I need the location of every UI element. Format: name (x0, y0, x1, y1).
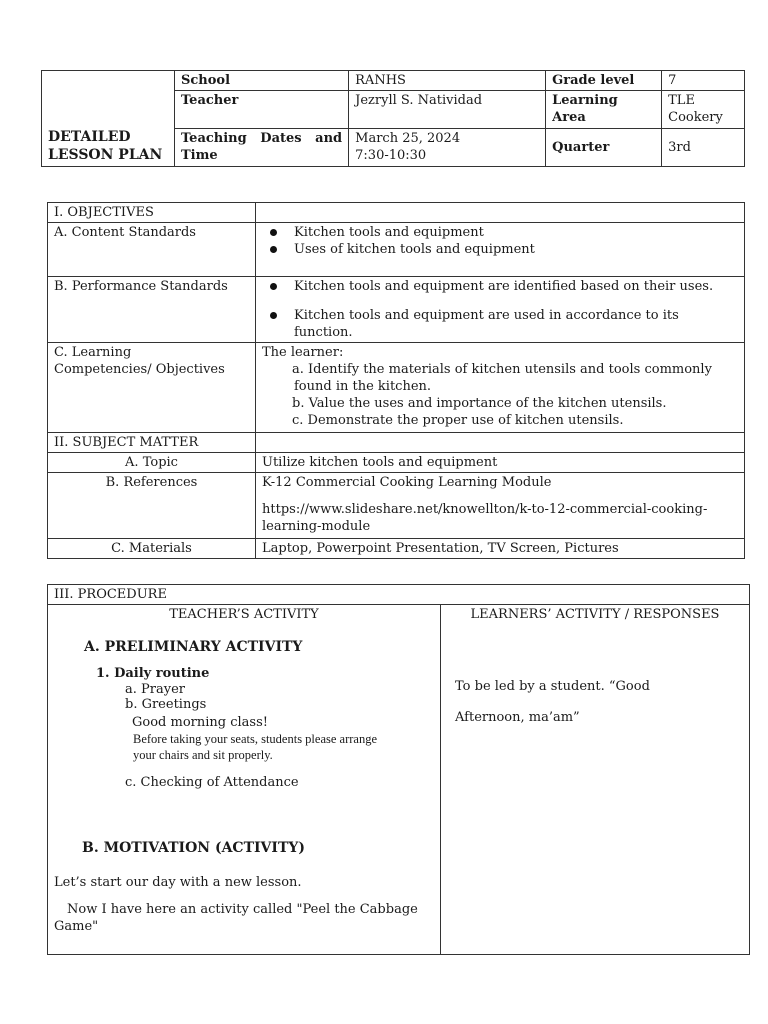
teacher-label: Teacher (175, 91, 349, 129)
topic-value: Utilize kitchen tools and equipment (256, 453, 745, 473)
objectives-heading: I. OBJECTIVES (48, 203, 256, 223)
bullet-icon (270, 283, 277, 290)
school-label: School (175, 71, 349, 91)
procedure-table (47, 584, 750, 955)
list-item: Kitchen tools and equipment are identified based on their uses. (270, 278, 738, 295)
competencies-label: C. Learning Competencies/ Objectives (48, 343, 256, 433)
list-item: Uses of kitchen tools and equipment (270, 241, 738, 258)
grade-label: Grade level (546, 71, 662, 91)
school-value: RANHS (349, 71, 546, 91)
grade-value: 7 (662, 71, 745, 91)
references-value: K-12 Commercial Cooking Learning Module https://www.slideshare.net/knowellton/k-to-12-commercial-cooking- learning-module (256, 473, 745, 539)
bullet-icon (270, 246, 277, 253)
quarter-label: Quarter (546, 129, 662, 167)
preliminary-heading: A. PRELIMINARY ACTIVITY (84, 639, 303, 655)
motivation-heading: B. MOTIVATION (ACTIVITY) (82, 840, 305, 856)
area-value: TLE Cookery (662, 91, 745, 129)
topic-label: A. Topic (48, 453, 256, 473)
objectives-table (47, 202, 745, 559)
dates-value: March 25, 2024 7:30-10:30 (349, 129, 546, 167)
performance-standards-list (256, 277, 745, 343)
area-label: Learning Area (546, 91, 662, 129)
daily-routine-heading: 1. Daily routine (96, 666, 210, 681)
references-label: B. References (48, 473, 256, 539)
header-table (41, 70, 745, 167)
quarter-value: 3rd (662, 129, 745, 167)
materials-label: C. Materials (48, 539, 256, 559)
materials-value: Laptop, Powerpoint Presentation, TV Screen, Pictures (256, 539, 745, 559)
competencies-list: The learner: a. Identify the materials of kitchen utensils and tools commonly found in the kitchen. b. Value the uses and importance of the kitchen utensils. c. Demonstrate the proper use of kitchen utensils. (256, 343, 745, 433)
procedure-heading: III. PROCEDURE (48, 585, 750, 605)
teacher-value: Jezryll S. Natividad (349, 91, 546, 129)
subject-matter-heading: II. SUBJECT MATTER (48, 433, 256, 453)
performance-standards-label: B. Performance Standards (48, 277, 256, 343)
bullet-icon (270, 312, 277, 319)
content-standards-label: A. Content Standards (48, 223, 256, 277)
content-standards-list (256, 223, 745, 277)
teacher-activity-heading: TEACHER’S ACTIVITY (169, 607, 319, 622)
learner-activity-heading: LEARNERS’ ACTIVITY / RESPONSES (470, 607, 720, 622)
teacher-activity-column: TEACHER’S ACTIVITY A. PRELIMINARY ACTIVITY 1. Daily routine a. Prayer b. Greetings Good morning class! Before taking your seats, students please arrange your chairs and sit properly. c. Checking of Attendance B. MOTIVATION (ACTIVITY) Let’s start our day with a new lesson. Now I have here an activity called "Peel the Cabbage Game" (48, 605, 441, 955)
list-item: Kitchen tools and equipment are used in accordance to its function. (270, 307, 738, 341)
dates-label: Teaching Dates and Time (175, 129, 349, 167)
list-item: Kitchen tools and equipment (270, 224, 738, 241)
document-title: DETAILED LESSON PLAN (42, 71, 175, 167)
learner-activity-column: LEARNERS’ ACTIVITY / RESPONSES To be led by a student. “Good Afternoon, ma’am” (441, 605, 750, 955)
bullet-icon (270, 229, 277, 236)
